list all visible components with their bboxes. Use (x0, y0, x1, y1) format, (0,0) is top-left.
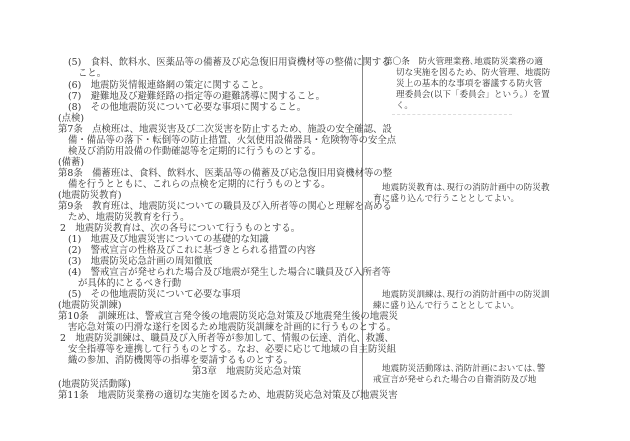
chapter-heading: 第3章 地震防災応急対策 (192, 366, 302, 377)
commentary-line: 地震防災活動隊は､消防計画においては､警 (382, 364, 546, 374)
document-line: こと。 (78, 68, 107, 79)
document-line: (地震防災訓練) (58, 300, 122, 311)
commentary-line: 災上の基本的な事項を審議する防火管 (396, 79, 543, 89)
commentary-line: 練に盛り込んで行うこととしてよい。 (373, 301, 520, 311)
document-line: 害応急対策の円滑な遂行を図るため地震防災訓練を計画的に行うものとする。 (68, 322, 397, 333)
dashed-separator (392, 114, 512, 115)
commentary-line: 戒宣言が発せられた場合の自衛消防及び地 (373, 375, 537, 385)
document-line: (備蓄) (58, 157, 85, 168)
document-line: 2 地震防災訓練は、職員及び入所者等が参加して、情報の伝達、消化、救護、 (60, 333, 394, 344)
document-line: 第8条 備蓄班は、食料、飲料水、医薬品等の備蓄及び応急復旧用資機材等の整 (58, 168, 393, 179)
document-line: 検及び消防用設備の作動確認等を定期的に行うものとする。 (68, 146, 322, 157)
document-line: 備・備品等の落下・転倒等の防止措置、火気使用設備器具・危険物等の安全点 (68, 135, 397, 146)
document-line: 2 地震防災教育は、次の各号について行うものとする。 (60, 223, 301, 234)
document-line: (1) 地震及び地震災害についての基礎的な知識 (68, 234, 269, 245)
document-line: 第10条 訓練班は、警戒宣言発令後の地震防災応急対策及び地震発生後の地震災 (58, 311, 399, 322)
document-line: 織の参加、消防機関等の指導を要請するものとする。 (68, 355, 294, 366)
commentary-line: 第〇条 防火管理業務､地震防災業務の適 (384, 57, 543, 67)
document-line: 安全指導等を連携して行うものとする。なお、必要に応じて地域の自主防災組 (68, 344, 397, 355)
commentary-line: 地震防災訓練は､現行の消防計画中の防災訓 (382, 290, 550, 300)
document-line: (8) その他地震防災について必要な事項に関すること。 (68, 102, 307, 113)
commentary-line: 地震防災教育は､現行の消防計画中の防災教 (382, 183, 550, 193)
document-line: (地震防災活動隊) (58, 379, 131, 390)
document-line: 第11条 地震防災業務の適切な実施を図るため、地震防災応急対策及び地震災害 (58, 390, 398, 401)
document-line: が具体的にとるべき行動 (78, 278, 182, 289)
commentary-line: 切な実施を図るため、防火管理、地震防 (396, 68, 551, 78)
document-line: (3) 地震防災応急計画の周知徹底 (68, 256, 213, 267)
document-line: 備を行うとともに、これらの点検を定期的に行うものとする。 (68, 179, 331, 190)
commentary-line: 育に盛り込んで行うこととしてよい。 (373, 194, 520, 204)
document-line: (2) 警戒宣言の性格及びこれに基づきとられる措置の内容 (68, 245, 316, 256)
commentary-line: 理委員会(以下「委員会」という。）を置 (396, 90, 550, 100)
document-line: 第9条 教育班は、地震防災についての職員及び入所者等の関心と理解を高める (58, 201, 392, 212)
document-line: (4) 警戒宣言が発せられた場合及び地震が発生した場合に職員及び入所者等 (68, 267, 391, 278)
document-line: (7) 避難地及び避難経路の指定等の避難誘導に関すること。 (68, 91, 326, 102)
document-line: ため、地震防災教育を行う。 (68, 212, 190, 223)
document-line: (地震防災教育) (58, 190, 122, 201)
document-line: (6) 地震防災情報連絡網の策定に関すること。 (68, 80, 269, 91)
commentary-line: く。 (396, 101, 414, 111)
document-line: (5) 食料、飲料水、医薬品等の備蓄及び応急復旧用資機材等の整備に関する (68, 57, 391, 68)
document-line: (5) その他地震防災について必要な事項 (68, 289, 241, 300)
document-line: (点検) (58, 113, 85, 124)
document-line: 第7条 点検班は、地震災害及び二次災害を防止するため、施設の安全確認、設 (58, 124, 392, 135)
